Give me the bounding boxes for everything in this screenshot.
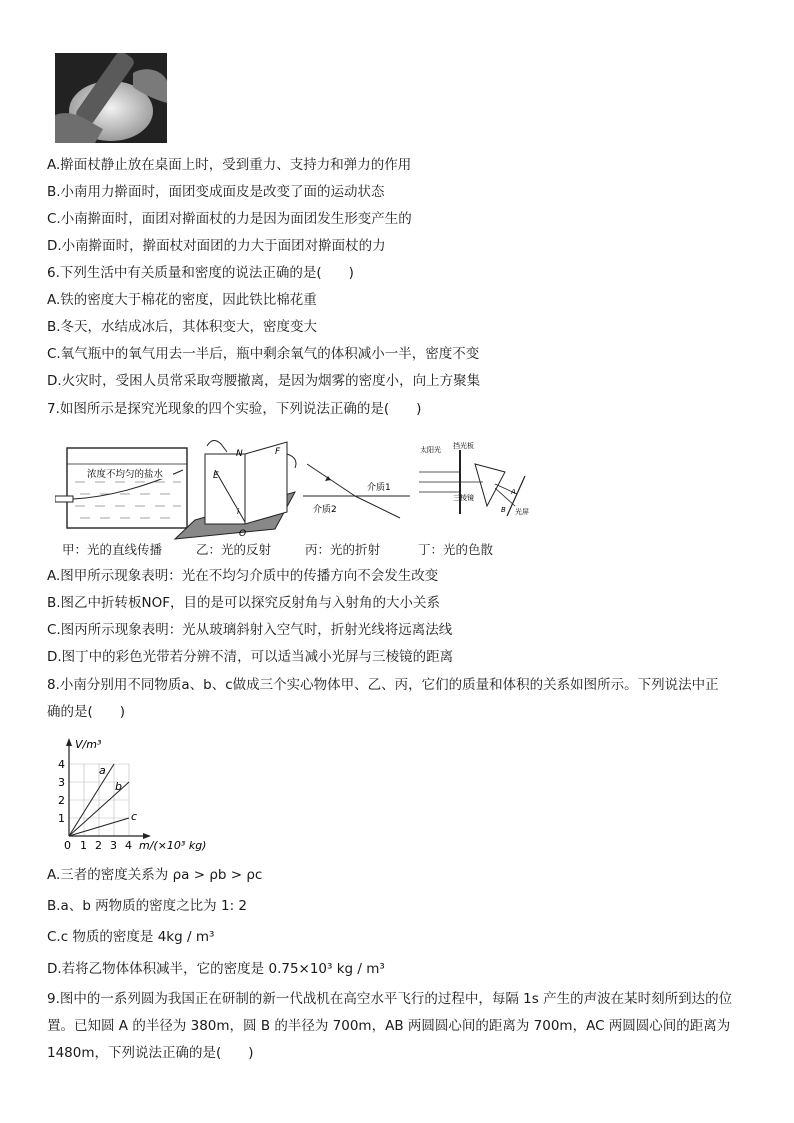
q5-option-a: A.擀面杖静止放在桌面上时，受到重力、支持力和弹力的作用 <box>47 157 412 173</box>
q6-option-c: C.氧气瓶中的氧气用去一半后，瓶中剩余氧气的体积减小一半，密度不变 <box>47 346 480 362</box>
q6-stem: 6.下列生活中有关质量和密度的说法正确的是( ) <box>47 265 354 281</box>
q6-option-b: B.冬天，水结成冰后，其体积变大，密度变大 <box>47 319 318 335</box>
q8-stem-line2: 确的是( ) <box>47 704 126 720</box>
q8-mass-volume-graph <box>55 736 225 854</box>
svg-text:太阳光: 太阳光 <box>420 446 441 454</box>
svg-text:B: B <box>501 506 506 514</box>
q7-option-a: A.图甲所示现象表明：光在不均匀介质中的传播方向不会发生改变 <box>47 568 439 584</box>
dispersion-diagram <box>419 441 529 516</box>
svg-text:A: A <box>511 488 516 496</box>
svg-text:c: c <box>131 810 138 823</box>
svg-text:3: 3 <box>110 839 117 852</box>
svg-text:介质2: 介质2 <box>313 505 337 515</box>
q7-option-c: C.图丙所示现象表明：光从玻璃斜射入空气时，折射光线将远离法线 <box>47 622 453 638</box>
svg-text:挡光板: 挡光板 <box>453 442 474 450</box>
svg-text:3: 3 <box>58 776 65 789</box>
caption-jia: 甲：光的直线传播 <box>62 542 163 557</box>
q8-option-b: B.a、b 两物质的密度之比为 1: 2 <box>47 898 247 914</box>
rolling-dough-photo <box>55 53 167 143</box>
q8-option-c: C.c 物质的密度是 4kg / m³ <box>47 929 215 945</box>
q8-stem-line1: 8.小南分别用不同物质a、b、c做成三个实心物体甲、乙、丙，它们的质量和体积的关系如图所示。下列说法中正 <box>47 677 719 693</box>
q5-option-b: B.小南用力擀面时，面团变成面皮是改变了面的运动状态 <box>47 184 385 200</box>
svg-text:E: E <box>213 471 219 481</box>
tank-diagram <box>55 448 187 528</box>
svg-text:0: 0 <box>64 839 71 852</box>
q8-option-d: D.若将乙物体体积减半，它的密度是 0.75×10³ kg / m³ <box>47 961 385 977</box>
q7-stem: 7.如图所示是探究光现象的四个实验，下列说法正确的是( ) <box>47 401 422 417</box>
q9-stem-line3: 1480m，下列说法正确的是( ) <box>47 1045 254 1061</box>
svg-text:b: b <box>115 780 122 793</box>
svg-text:N: N <box>236 449 243 459</box>
svg-text:三棱镜: 三棱镜 <box>453 494 474 502</box>
svg-text:m/(×10³ kg): m/(×10³ kg) <box>139 839 207 852</box>
q7-option-b: B.图乙中折转板NOF，目的是可以探究反射角与入射角的大小关系 <box>47 595 441 611</box>
q9-stem-line1: 9.图中的一系列圆为我国正在研制的新一代战机在高空水平飞行的过程中，每隔 1s 产生的声波在某时刻所到达的位 <box>47 991 733 1007</box>
svg-text:F: F <box>275 447 281 457</box>
q6-option-d: D.火灾时，受困人员常采取弯腰撤离，是因为烟雾的密度小，向上方聚集 <box>47 373 481 389</box>
svg-text:2: 2 <box>58 794 65 807</box>
reflection-diagram <box>175 440 296 539</box>
q6-option-a: A.铁的密度大于棉花的密度，因此铁比棉花重 <box>47 292 317 308</box>
q7-option-d: D.图丁中的彩色光带若分辨不清，可以适当减小光屏与三棱镜的距离 <box>47 649 454 665</box>
svg-text:光屏: 光屏 <box>515 508 529 516</box>
svg-text:1: 1 <box>80 839 87 852</box>
caption-ding: 丁：光的色散 <box>418 542 494 557</box>
q9-stem-line2: 置。已知圆 A 的半径为 380m，圆 B 的半径为 700m，AB 两圆圆心间的距离为 700m，AC 两圆圆心间的距离为 <box>47 1018 731 1034</box>
tank-label: 浓度不均匀的盐水 <box>87 469 164 480</box>
svg-text:i: i <box>237 507 240 516</box>
q8-option-a: A.三者的密度关系为 ρa > ρb > ρc <box>47 867 263 883</box>
caption-yi: 乙：光的反射 <box>196 542 272 557</box>
svg-text:介质1: 介质1 <box>367 483 391 493</box>
svg-text:O: O <box>239 529 247 539</box>
q5-option-c: C.小南擀面时，面团对擀面杖的力是因为面团发生形变产生的 <box>47 211 412 227</box>
svg-text:4: 4 <box>58 758 65 771</box>
svg-text:2: 2 <box>95 839 102 852</box>
svg-text:1: 1 <box>58 812 65 825</box>
q5-option-d: D.小南擀面时，擀面杖对面团的力大于面团对擀面杖的力 <box>47 238 386 254</box>
svg-text:a: a <box>99 764 106 777</box>
svg-text:4: 4 <box>125 839 132 852</box>
caption-bing: 丙：光的折射 <box>305 542 381 557</box>
refraction-diagram <box>303 464 410 518</box>
svg-text:V/m³: V/m³ <box>75 738 102 751</box>
